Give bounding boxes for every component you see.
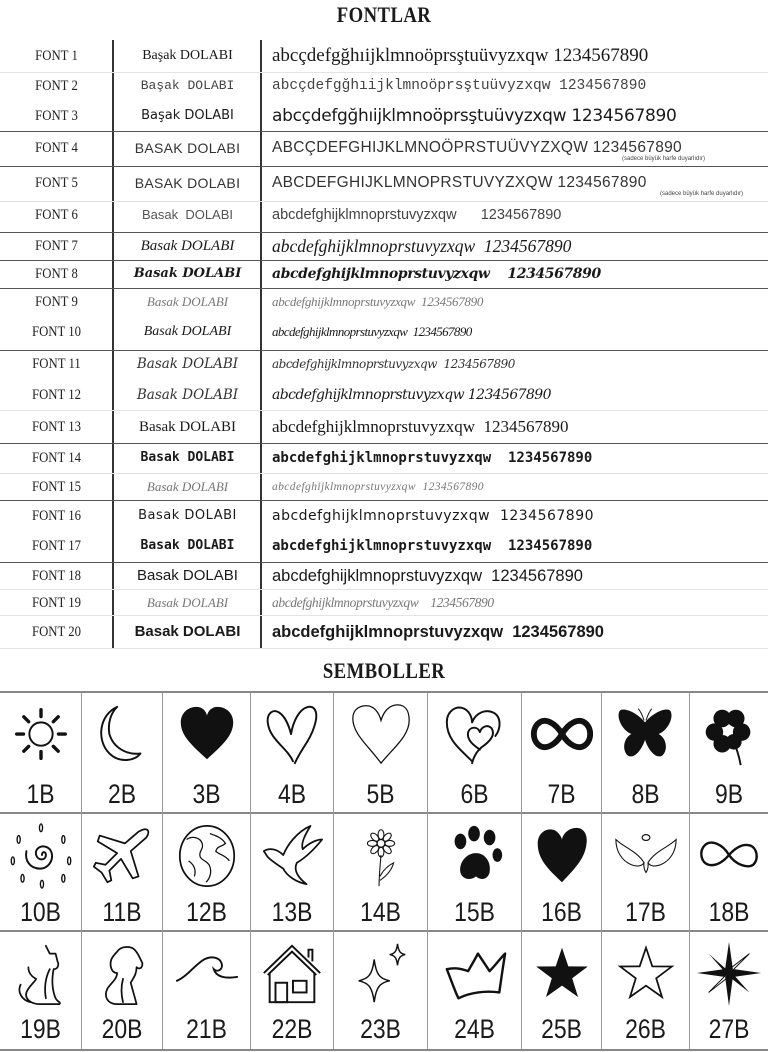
- font-row-14: [0, 444, 768, 472]
- symbol-cell: [0, 693, 82, 814]
- font-alphabet: abcçdefgğhıijklmnoöprsştuüvyzxqw 1234567890: [272, 106, 677, 126]
- symbol-cell: [522, 932, 602, 1049]
- font-sample: Basak DOLABI: [136, 356, 239, 372]
- symbol-cell: [522, 693, 602, 814]
- font-row-9: [0, 288, 768, 316]
- font-alphabet: abcdefghijklmnoprstuvyzxqw 1234567890: [272, 538, 593, 554]
- crescent-moon-icon: [87, 701, 157, 769]
- symbol-cell: [522, 814, 602, 932]
- font-sample: Basak DOLABI: [136, 387, 239, 403]
- font-sample: Basak DOLABI: [134, 623, 241, 640]
- font-row-8: [0, 260, 768, 288]
- filled-heart-icon: [172, 701, 242, 769]
- symbol-code: 19B: [20, 1014, 61, 1044]
- font-row-18: [0, 562, 768, 590]
- house-icon: [257, 940, 327, 1008]
- butterfly-icon: [611, 701, 681, 769]
- font-row-3: [0, 102, 768, 130]
- font-alphabet: abcdefghijklmnoprstuvyzxqw 1234567890: [272, 417, 569, 436]
- font-sample: Basak DOLABI: [146, 294, 229, 309]
- font-alphabet: ABCDEFGHIJKLMNOPRSTUVYZXQW 1234567890: [272, 174, 647, 191]
- font-row-17: [0, 532, 768, 560]
- symbol-code: 27B: [708, 1014, 750, 1044]
- font-row-6: [0, 201, 768, 229]
- font-name: FONT 3: [35, 108, 78, 124]
- outline-heart-icon: [346, 701, 416, 769]
- symbol-cell: [82, 693, 163, 814]
- row-divider: [0, 648, 768, 649]
- dog-icon: [87, 940, 157, 1008]
- symbol-cell: [602, 932, 690, 1049]
- symbol-cell: [251, 693, 334, 814]
- four-leaf-clover-icon: [694, 701, 764, 769]
- font-sample: Basak DOLABI: [146, 479, 229, 494]
- cat-icon: [6, 940, 76, 1008]
- infinity-thin-icon: [694, 822, 764, 890]
- symbol-cell: [690, 693, 768, 814]
- daisy-flower-icon: [346, 822, 416, 890]
- symbol-code: 2B: [107, 779, 137, 809]
- symbol-code: 26B: [625, 1014, 666, 1044]
- symbol-code: 9B: [714, 779, 744, 809]
- font-row-10: [0, 318, 768, 346]
- font-name: FONT 15: [31, 479, 82, 495]
- font-row-4: [0, 134, 768, 162]
- dove-icon: [257, 822, 327, 890]
- symbol-cell: [82, 814, 163, 932]
- symbol-cell: [334, 693, 428, 814]
- symbol-code: 17B: [625, 897, 666, 927]
- symbol-cell: [690, 932, 768, 1049]
- sparkles-icon: [346, 940, 416, 1008]
- font-sample: Basak DOLABI: [138, 419, 237, 435]
- symbol-cell: [690, 814, 768, 932]
- symbols-grid: [0, 691, 768, 1051]
- font-name: FONT 18: [31, 568, 82, 584]
- font-alphabet: abcdefghijklmnoprstuvyzxqw 1234567890: [272, 508, 595, 524]
- symbols-section-title: SEMBOLLER: [322, 658, 446, 683]
- symbol-cell: [0, 932, 82, 1049]
- symbol-code: 3B: [192, 779, 221, 809]
- symbol-cell: [82, 932, 163, 1049]
- font-name: FONT 19: [31, 595, 82, 611]
- spiral-sun-icon: [6, 822, 76, 890]
- globe-icon: [172, 822, 242, 890]
- font-alphabet: abcdefghijklmnoprstuvyzxqw 1234567890: [272, 207, 562, 223]
- paw-print-icon: [440, 822, 510, 890]
- compass-star-icon: [694, 940, 764, 1008]
- outline-star-icon: [611, 940, 681, 1008]
- font-sample: Basak DOLABI: [137, 567, 238, 584]
- symbol-cell: [428, 693, 522, 814]
- symbol-code: 6B: [460, 779, 489, 809]
- symbol-code: 16B: [541, 897, 582, 927]
- symbol-code: 12B: [186, 897, 227, 927]
- font-name: FONT 10: [31, 324, 82, 340]
- symbol-code: 7B: [547, 779, 576, 809]
- symbol-cell: [251, 932, 334, 1049]
- infinity-bold-icon: [527, 701, 597, 769]
- font-name: FONT 8: [35, 266, 78, 282]
- font-sample: Basak DOLABI: [141, 207, 234, 222]
- symbol-cell: [428, 814, 522, 932]
- symbol-code: 14B: [360, 897, 401, 927]
- font-name: FONT 16: [31, 508, 82, 524]
- symbol-code: 24B: [454, 1014, 495, 1044]
- font-alphabet: abcdefghijklmnoprstuvyzxqw 1234567890: [272, 266, 601, 282]
- symbol-code: 1B: [26, 779, 55, 809]
- font-sample: BASAK DOLABI: [134, 140, 241, 156]
- symbol-code: 4B: [277, 779, 307, 809]
- symbol-code: 5B: [366, 779, 395, 809]
- font-row-2: [0, 72, 768, 100]
- font-alphabet: abcdefghijklmnoprstuvyzxqw 1234567890: [272, 595, 494, 610]
- crown-icon: [440, 940, 510, 1008]
- font-name: FONT 14: [31, 450, 82, 466]
- font-sample: Basak DOLABI: [140, 238, 235, 254]
- airplane-icon: [87, 822, 157, 890]
- font-alphabet: abcdefghijklmnoprstuvyzxqw 1234567890: [272, 324, 472, 339]
- font-alphabet: ABCÇDEFGHIJKLMNOÖPRSTUÜVYZXQW 1234567890: [272, 139, 682, 156]
- font-sample: Başak DOLABI: [142, 48, 233, 63]
- font-name: FONT 9: [35, 294, 78, 310]
- font-name: FONT 6: [35, 207, 78, 223]
- symbol-code: 25B: [541, 1014, 582, 1044]
- font-name: FONT 7: [35, 238, 78, 254]
- symbol-cell: [163, 693, 251, 814]
- font-sample: Basak DOLABI: [140, 538, 235, 553]
- wave-icon: [172, 940, 242, 1008]
- symbol-code: 15B: [454, 897, 495, 927]
- angel-wings-icon: [611, 822, 681, 890]
- font-alphabet: abcdefghijklmnoprstuvyzxqw 1234567890: [272, 387, 551, 403]
- symbol-code: 10B: [20, 897, 61, 927]
- font-row-13: [0, 413, 768, 441]
- font-row-15: [0, 473, 768, 501]
- symbol-code: 23B: [360, 1014, 401, 1044]
- font-alphabet: abcdefghijklmnoprstuvyzxqw 1234567890: [272, 567, 583, 585]
- font-sample: Basak DOLABI: [140, 450, 235, 465]
- fonts-section-title: FONTLAR: [336, 2, 432, 27]
- symbol-cell: [0, 814, 82, 932]
- symbol-code: 8B: [631, 779, 660, 809]
- font-sample: Basak DOLABI: [146, 595, 229, 610]
- font-alphabet: abcdefghijklmnoprstuvyzxqw 1234567890: [272, 481, 484, 493]
- font-row-20: [0, 618, 768, 646]
- font-row-7: [0, 232, 768, 260]
- font-name: FONT 5: [35, 175, 78, 191]
- symbol-cell: [163, 814, 251, 932]
- font-row-19: [0, 589, 768, 617]
- double-heart-icon: [440, 701, 510, 769]
- font-sample: BASAK DOLABI: [134, 175, 241, 191]
- symbol-code: 22B: [271, 1014, 313, 1044]
- symbol-code: 20B: [101, 1014, 143, 1044]
- font-alphabet: abcdefghijklmnoprstuvyzxqw 1234567890: [272, 357, 515, 371]
- font-name: FONT 11: [32, 356, 81, 372]
- grid-divider: [0, 1049, 768, 1051]
- symbol-cell: [163, 932, 251, 1049]
- symbol-code: 18B: [708, 897, 750, 927]
- font-name: FONT 4: [35, 140, 78, 156]
- font-row-16: [0, 502, 768, 530]
- symbol-code: 11B: [102, 897, 142, 927]
- font-name: FONT 20: [31, 624, 82, 640]
- symbol-code: 21B: [186, 1014, 227, 1044]
- font-note: (sadece büyük harfe duyarlıdır): [660, 191, 744, 197]
- font-name: FONT 2: [35, 78, 78, 94]
- font-row-12: [0, 381, 768, 409]
- font-alphabet: abcçdefgğhıijklmnoöprsştuüvyzxqw 1234567890: [272, 45, 649, 66]
- font-alphabet: abcdefghijklmnoprstuvyzxqw 1234567890: [272, 623, 604, 641]
- font-sample: Basak DOLABI: [143, 324, 232, 339]
- symbol-cell: [251, 814, 334, 932]
- filled-star-icon: [527, 940, 597, 1008]
- font-name: FONT 1: [35, 48, 78, 64]
- row-divider: [0, 410, 768, 411]
- font-sample: Başak DOLABI: [141, 108, 234, 123]
- font-sample: Başak DOLABI: [140, 78, 235, 93]
- font-alphabet: abcdefghijklmnoprstuvyzxqw 1234567890: [272, 294, 484, 309]
- font-sample: Basak DOLABI: [138, 508, 237, 523]
- row-divider: [0, 131, 768, 132]
- symbol-cell: [428, 932, 522, 1049]
- symbol-cell: [334, 932, 428, 1049]
- font-alphabet: abcçdefgğhıijklmnoöprsştuüvyzxqw 1234567890: [272, 78, 647, 94]
- font-name: FONT 12: [31, 387, 82, 403]
- font-row-11: [0, 350, 768, 378]
- row-divider: [0, 166, 768, 167]
- font-name: FONT 13: [31, 419, 82, 435]
- font-alphabet: abcdefghijklmnoprstuvyzxqw 1234567890: [272, 450, 593, 466]
- sun-icon: [6, 701, 76, 769]
- symbol-code: 13B: [271, 897, 313, 927]
- solid-heart-icon: [527, 822, 597, 890]
- font-row-1: [0, 42, 768, 70]
- font-note: (sadece büyük harfe duyarlıdır): [622, 156, 706, 162]
- font-alphabet: abcdefghijklmnoprstuvyzxqw 1234567890: [272, 236, 572, 256]
- symbol-cell: [602, 693, 690, 814]
- font-sample: Basak DOLABI: [133, 266, 242, 281]
- symbol-cell: [602, 814, 690, 932]
- font-name: FONT 17: [31, 538, 82, 554]
- font-row-5: [0, 169, 768, 197]
- hand-drawn-heart-icon: [257, 701, 327, 769]
- symbol-cell: [334, 814, 428, 932]
